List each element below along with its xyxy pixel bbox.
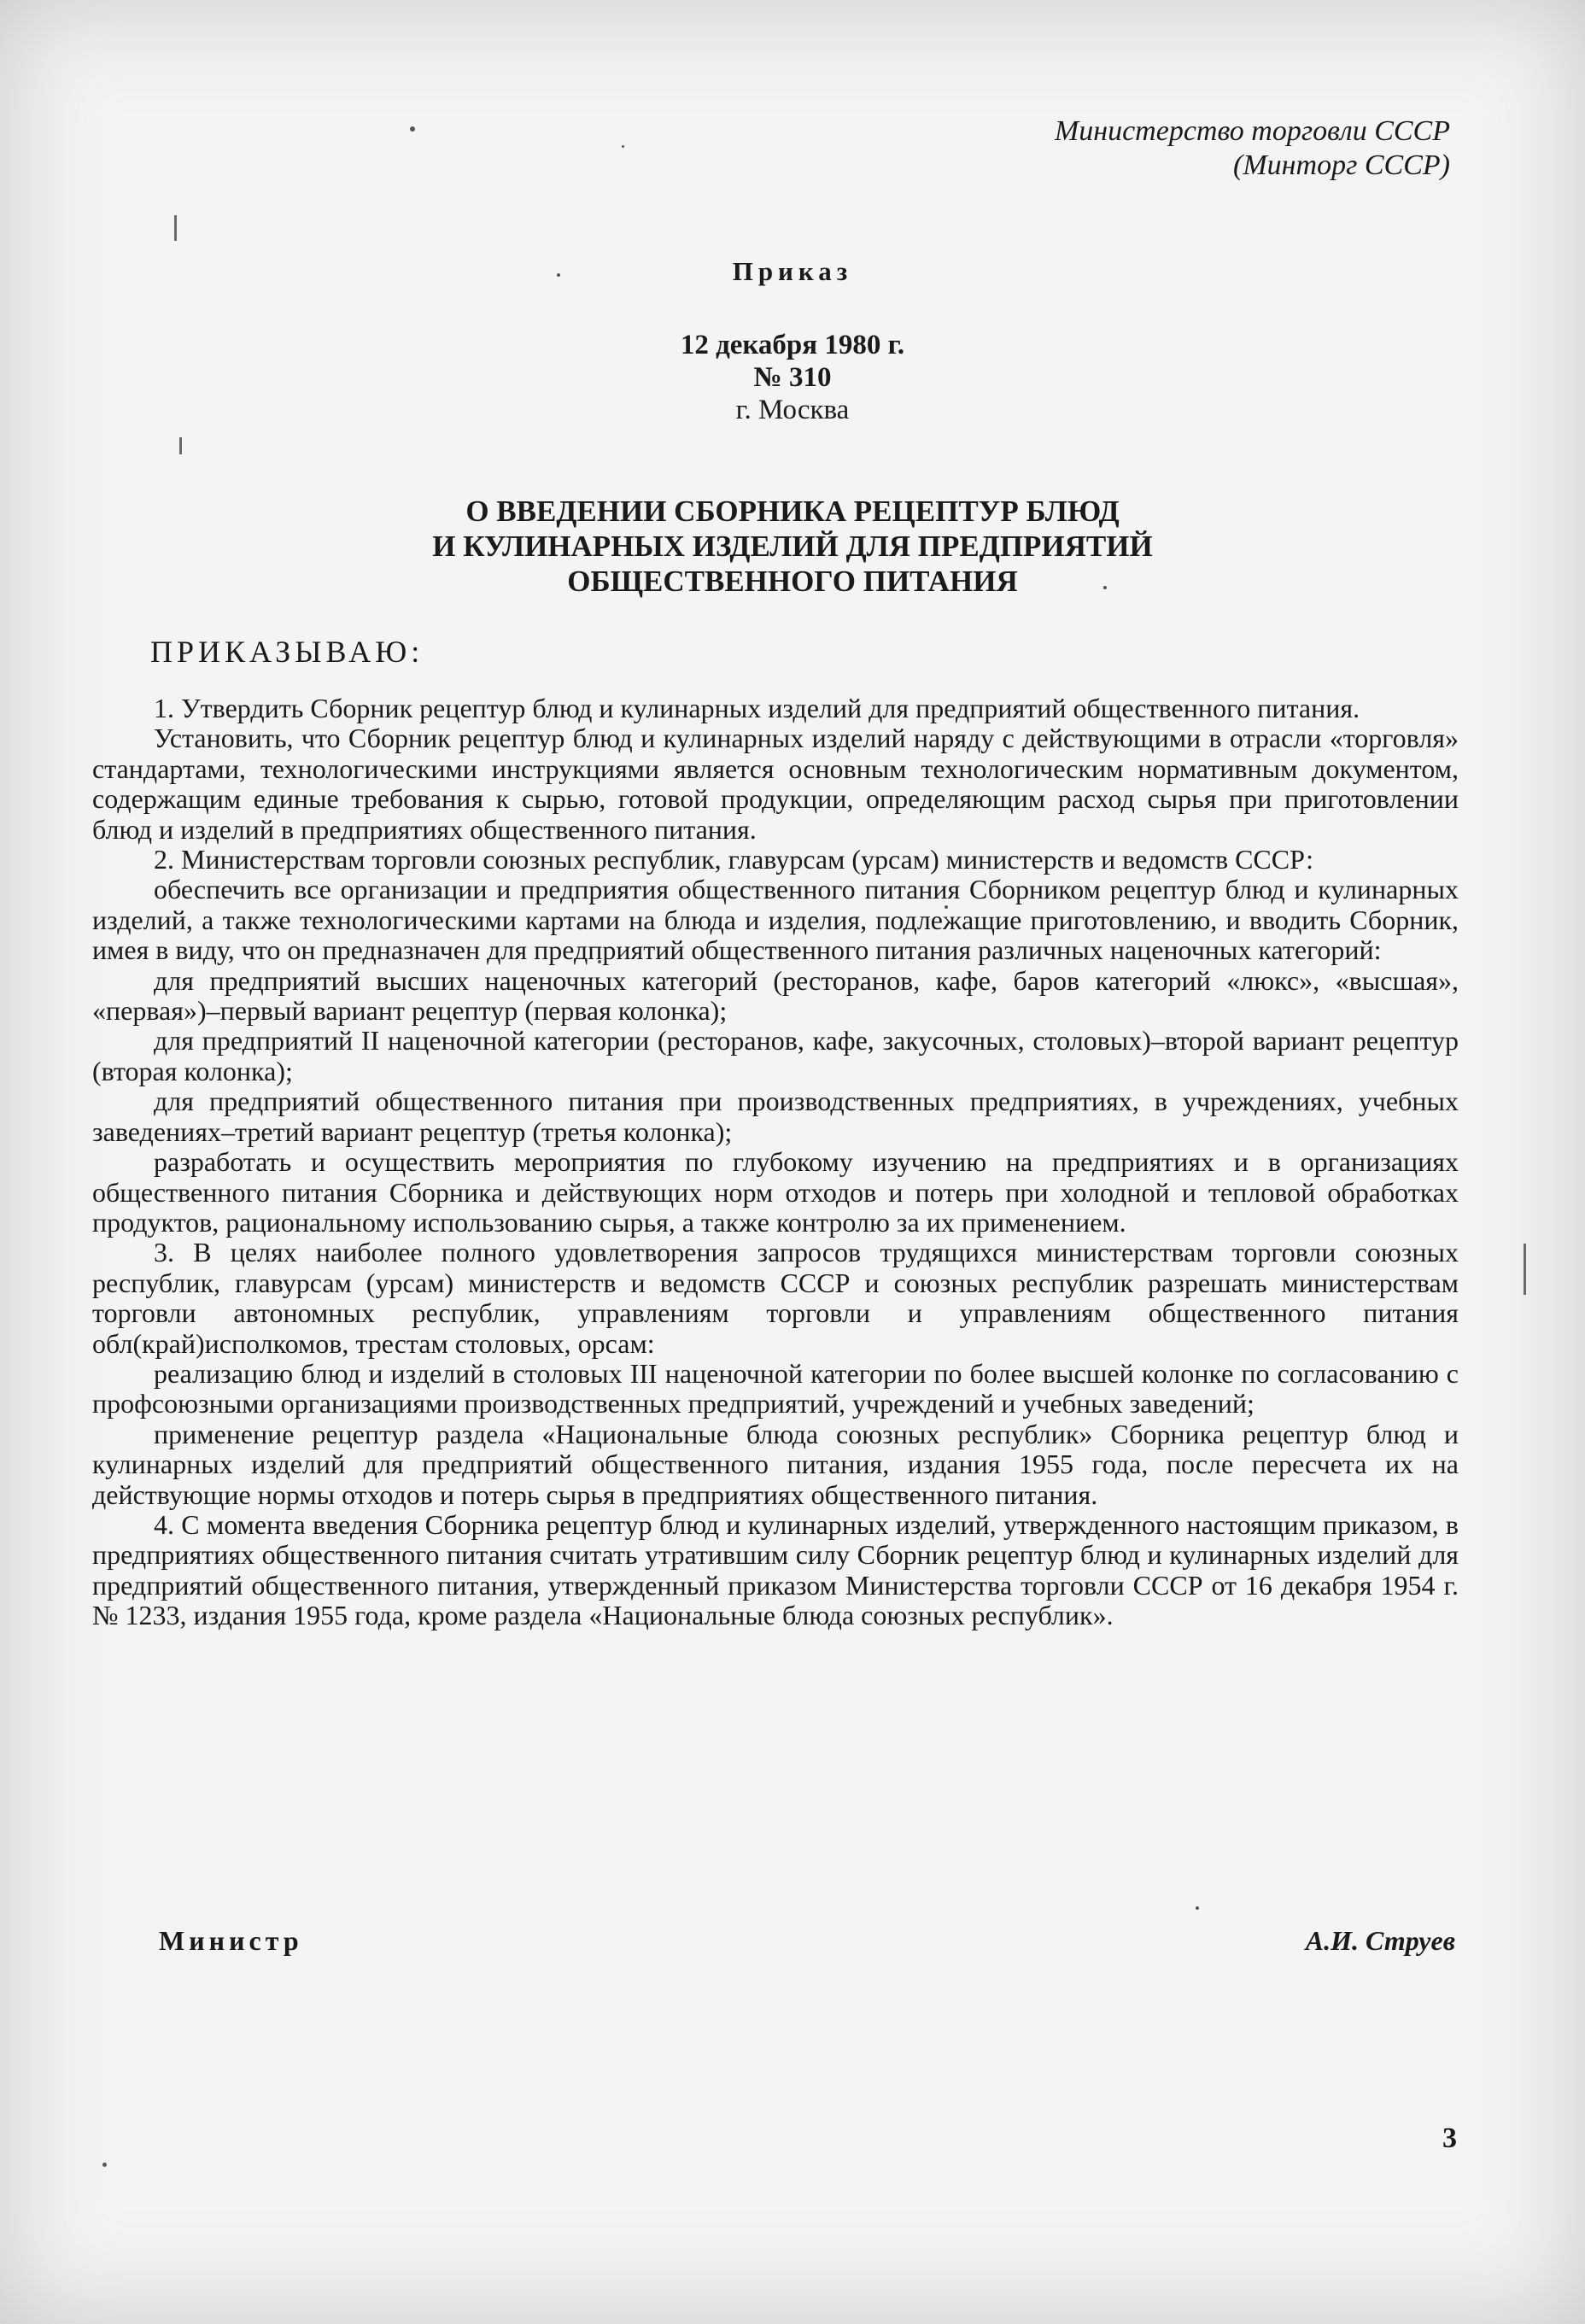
signatory-position: Министр <box>159 1925 303 1956</box>
scan-speck <box>622 145 624 148</box>
order-date: 12 декабря 1980 г. <box>680 330 905 360</box>
paragraph: для предприятий общественного питания при производственных предприятиях, в учреждениях, учебных заведениях–третий вариант рецептур (третья колонка); <box>92 1086 1459 1147</box>
prikazyvayu-heading: ПРИКАЗЫВАЮ: <box>150 635 424 669</box>
order-city: г. Москва <box>735 395 850 425</box>
scan-line-mark <box>174 215 177 241</box>
document-title <box>0 494 1585 599</box>
scan-line-mark <box>179 437 182 454</box>
paragraph: реализацию блюд и изделий в столовых III наценочной категории по более высшей колонке по согласованию с профсоюзными организациями производственных предприятий, учреждений и учебных заведений; <box>92 1357 1459 1420</box>
paragraph: 1. Утвердить Сборник рецептур блюд и кулинарных изделий для предприятий общественного питания. <box>154 693 1360 723</box>
paragraph: для предприятий II наценочной категории (ресторанов, кафе, закусочных, столовых)–второй вариант рецептур (вторая колонка); <box>92 1025 1459 1086</box>
paragraph: разработать и осуществить мероприятия по глубокому изучению на предприятиях и в организациях общественного питания Сборника и действующих норм отходов и потерь при холодной и тепловой обработках продуктов, рациональному использованию сырья, а также контролю за их применением. <box>92 1146 1459 1238</box>
order-heading: Приказ <box>732 256 853 286</box>
scan-speck <box>1196 1906 1199 1910</box>
scan-speck <box>410 126 415 132</box>
paragraph: обеспечить все организации и предприятия общественного питания Сборником рецептур блюд и кулинарных изделий, а также технологическими картами на блюда и изделия, подлежащие приготовлению, и вводить Сборник, имея в виду, что он предназначен для предприятий общественного питания различных наценочных категорий: <box>92 874 1459 966</box>
title-line: ОБЩЕСТВЕННОГО ПИТАНИЯ <box>567 565 1018 598</box>
paragraph: применение рецептур раздела «Национальные блюда союзных республик» Сборника рецептур блюд и кулинарных изделий для предприятий общественного питания, издания 1955 года, после пересчета их на действующие нормы отходов и потерь сырья в предприятиях общественного питания. <box>92 1418 1459 1510</box>
signatory-name: А.И. Струев <box>1305 1925 1455 1956</box>
ministry-abbreviation: (Минторг СССР) <box>1233 149 1450 181</box>
page-number: 3 <box>1442 2122 1457 2154</box>
ministry-header <box>1055 114 1450 183</box>
paragraph: 3. В целях наиболее полного удовлетворения запросов трудящихся министерствам торговли союзных республик, главурсам (урсам) министерств и ведомств СССР и союзных республик разрешать министерствам торговли автономных республик, управлениям торговли и управлениям общественного питания обл(край)исполкомов, трестам столовых, орсам: <box>92 1237 1459 1359</box>
ministry-name: Министерство торговли СССР <box>1054 115 1450 147</box>
order-details <box>0 329 1585 426</box>
paragraph: для предприятий высших наценочных категорий (ресторанов, кафе, баров категорий «люкс», «высшая», «первая»)–первый вариант рецептур (первая колонка); <box>92 964 1459 1027</box>
paragraph: 4. С момента введения Сборника рецептур блюд и кулинарных изделий, утвержденного настоящим приказом, в предприятиях общественного питания считать утратившим силу Сборник рецептур блюд и кулинарных изделий для предприятий общественного питания, утвержденный приказом Министерства торговли СССР от 16 декабря 1954 г. № 1233, издания 1955 года, кроме раздела «Национальные блюда союзных республик». <box>92 1508 1459 1631</box>
order-number: № 310 <box>753 362 832 393</box>
title-line: О ВВЕДЕНИИ СБОРНИКА РЕЦЕПТУР БЛЮД <box>465 495 1120 528</box>
paragraph: 2. Министерствам торговли союзных республик, главурсам (урсам) министерств и ведомств СССР: <box>154 844 1313 875</box>
scan-speck <box>102 2163 107 2167</box>
scan-line-mark <box>1524 1244 1526 1295</box>
paragraph: Установить, что Сборник рецептур блюд и кулинарных изделий наряду с действующими в отрасли «торговля» стандартами, технологическими инструкциями является основным технологическим нормативным документом, содержащим единые требования к сырью, готовой продукции, определяющим расход сырья при приготовлении блюд и изделий в предприятиях общественного питания. <box>92 723 1459 845</box>
title-line: И КУЛИНАРНЫХ ИЗДЕЛИЙ ДЛЯ ПРЕДПРИЯТИЙ <box>432 530 1153 563</box>
order-body <box>92 694 1459 1631</box>
